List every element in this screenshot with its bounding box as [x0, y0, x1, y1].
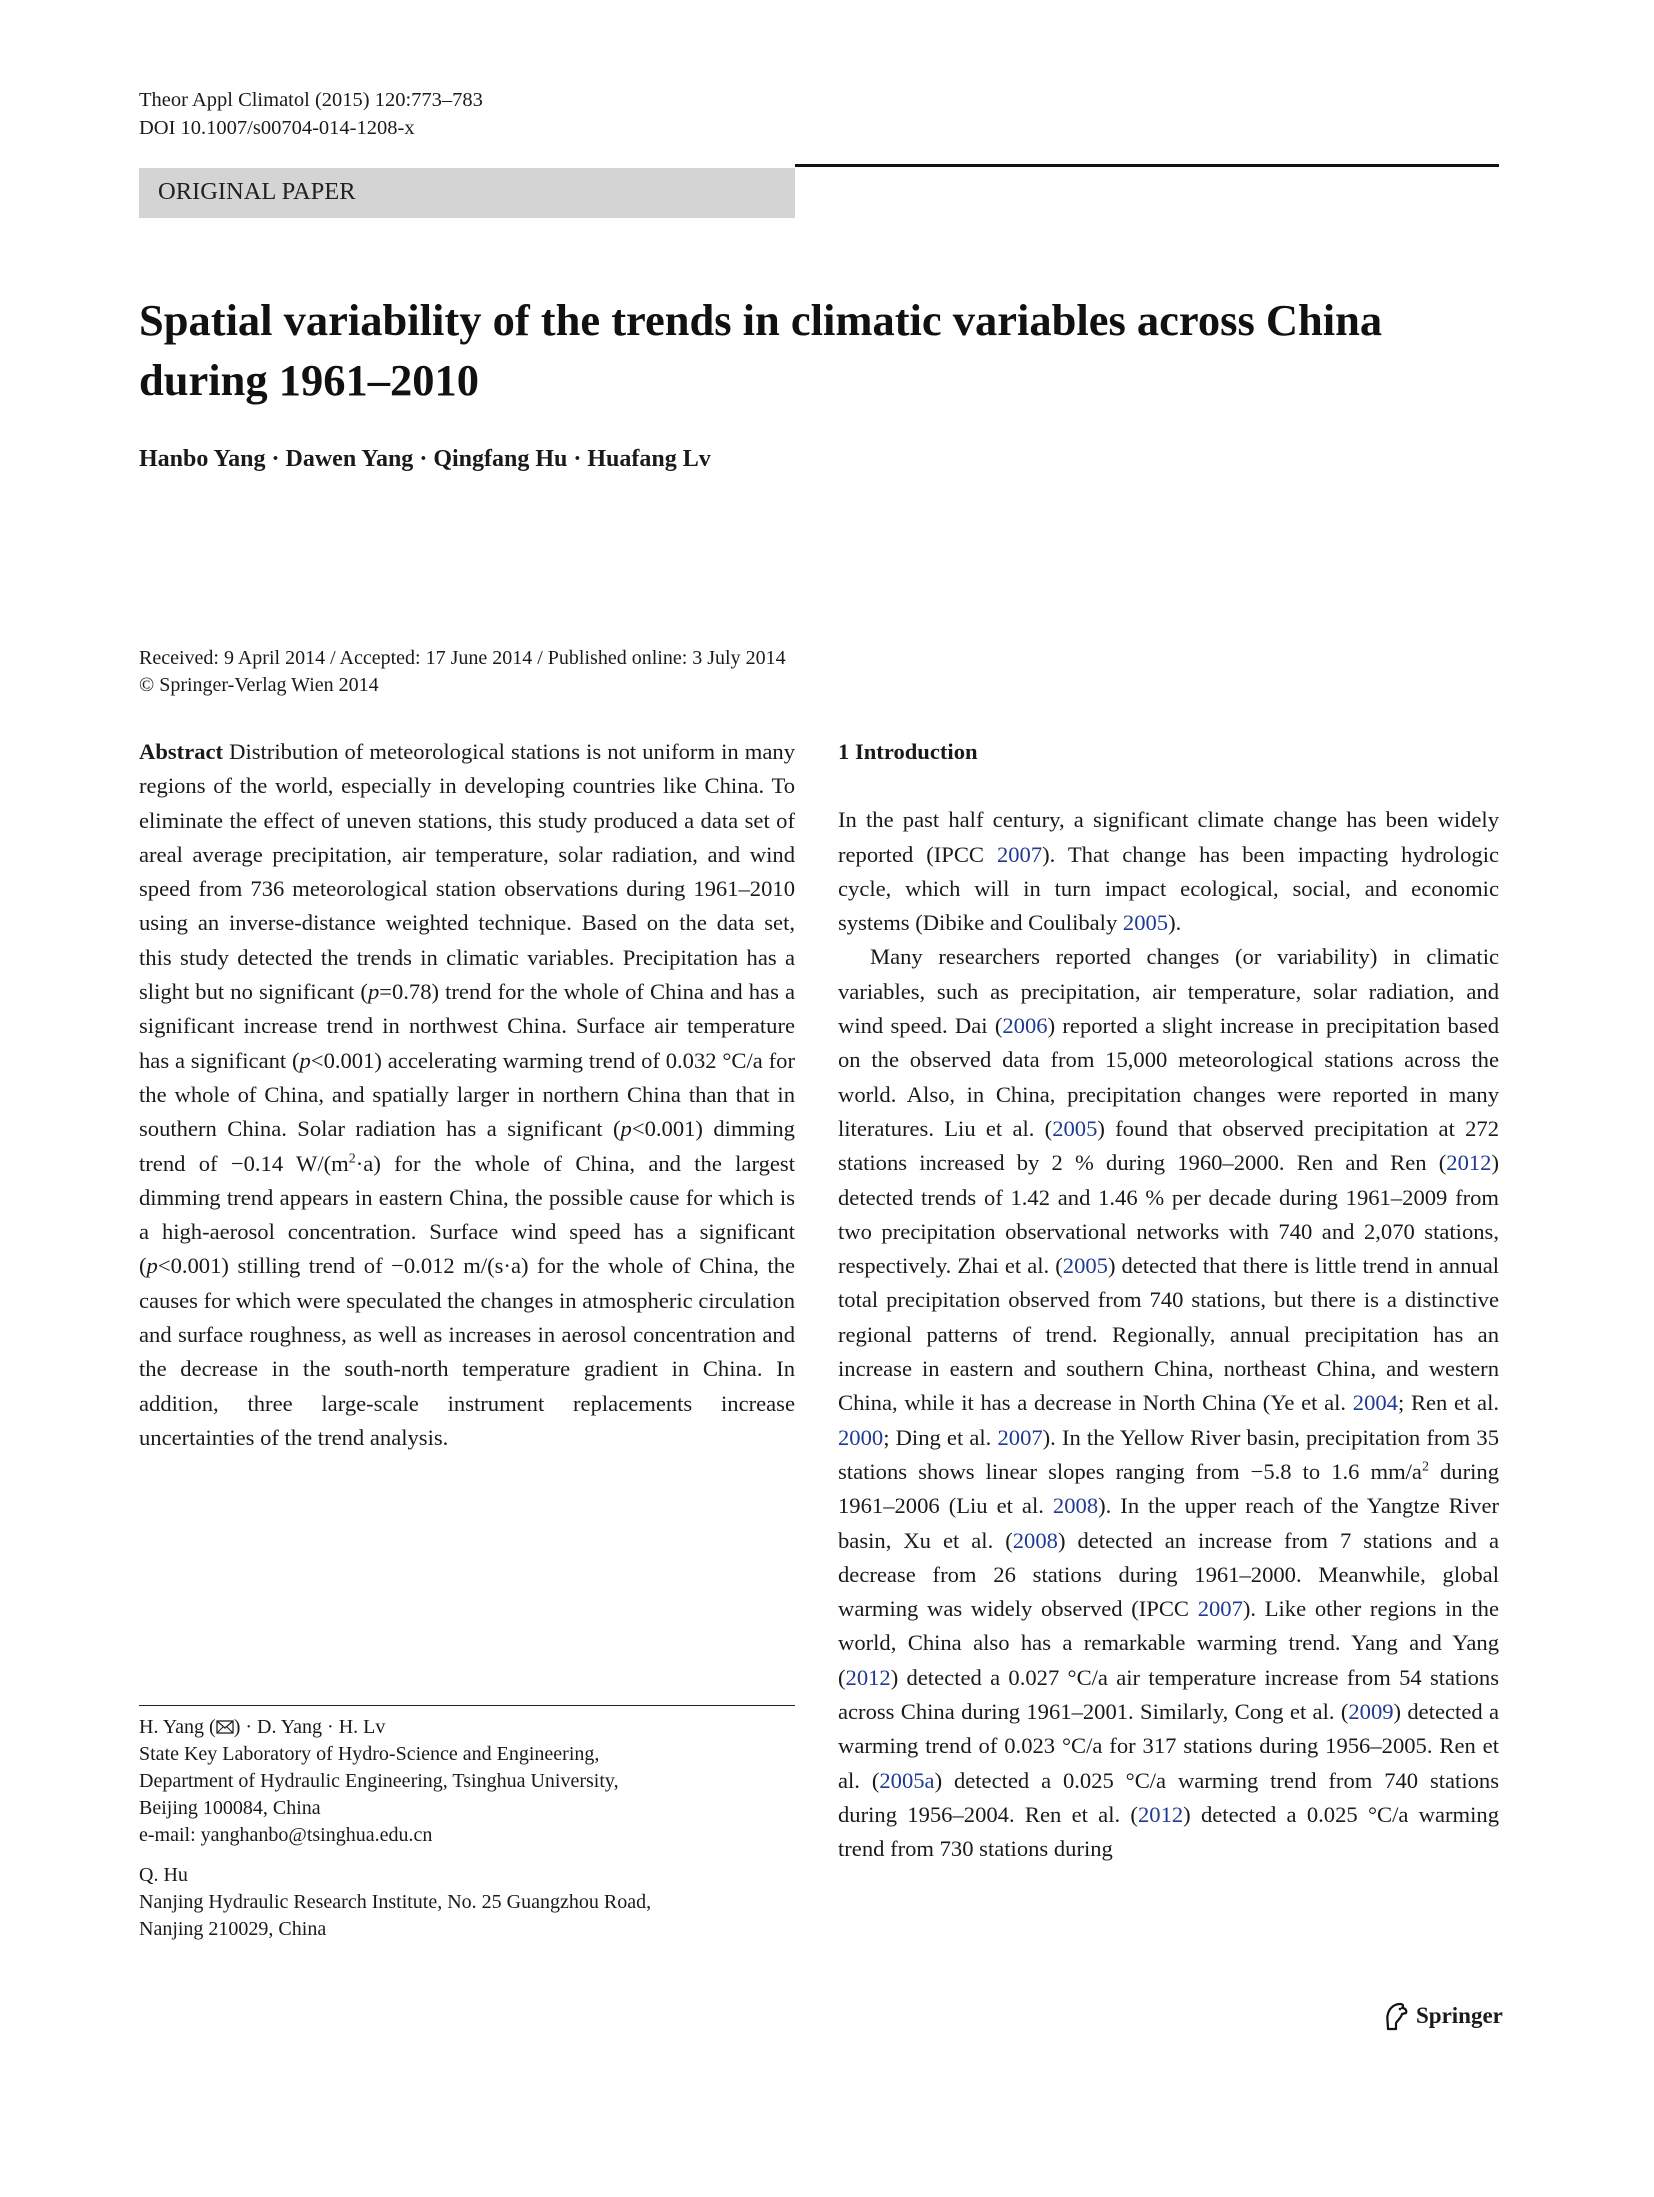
citation-link[interactable]: 2005 [1122, 910, 1169, 936]
article-type: ORIGINAL PAPER [158, 178, 356, 205]
intro-text: during 1961–2006 (Liu et al. [838, 1458, 1499, 1519]
citation-link[interactable]: 2005 [1062, 1253, 1108, 1279]
copyright-notice: © Springer-Verlag Wien 2014 [139, 674, 379, 696]
intro-text: ) detected that there is little trend in annual total precipitation observed from 740 stations, but there is a distinctive regional patterns of trend. Regionally, annual precipitation has an increase in eastern and southern China, northeast China, and western China, while it has a decrease in North China (Ye et al. [838, 1253, 1499, 1416]
affiliation-line: Nanjing Hydraulic Research Institute, No. 25 Guangzhou Road, [139, 1891, 652, 1913]
abstract-paragraph: Abstract Distribution of meteorological stations is not uniform in many regions of the world, especially in developing countries like China. To eliminate the effect of uneven stations, this study produced a data set of areal average precipitation, air temperature, solar radiation, and wind speed from 736 meteorological station observations during 1961–2010 using an inverse-distance weighted technique. Based on the data set, this study detected the trends in climatic variables. Precipitation has a slight but no significant (p=0.78) trend for the whole of China and has a significant increase trend in northwest China. Surface air temperature has a significant (p<0.001) accelerating warming trend of 0.032 °C/a for the whole of China, and spatially larger in northern China than that in southern China. Solar radiation has a significant (p<0.001) dimming trend of −0.14 $W/(m^2\cdot a)$ for the whole of China, and the largest dimming trend appears in eastern China, the possible cause for which is a high-aerosol concentration. Surface wind speed has a significant (p<0.001) stilling trend of −0.012 m/(s·a) for the whole of China, the causes for which were speculated the changes in atmospheric circulation and surface roughness, as well as increases in aerosol concentration and the decrease in the south-north temperature gradient in China. In addition, three large-scale instrument replacements increase uncertainties of the trend analysis. [139, 739, 795, 1450]
citation-link[interactable]: 2006 [1002, 1013, 1048, 1039]
superscript: 2 [1421, 1459, 1429, 1475]
citation-link[interactable]: 2012 [845, 1664, 891, 1690]
author-name: Qingfang Hu [433, 446, 568, 472]
intro-text: ). That change has been impacting hydrologic cycle, which will in turn impact ecological, social, and economic systems (Dibike and Coulibaly [838, 841, 1499, 936]
author-name: Hanbo Yang [139, 446, 266, 472]
intro-text: Many researchers reported changes (or variability) in climatic variables, such as precipitation, air temperature, solar radiation, and wind speed. Dai ( [838, 944, 1499, 1039]
affiliation-line: Beijing 100084, China [139, 1797, 321, 1819]
author-name: Dawen Yang [285, 446, 414, 472]
citation-link[interactable]: 2004 [1352, 1390, 1398, 1416]
paper-title: Spatial variability of the trends in climatic variables across China during 1961–2010 [139, 295, 1383, 405]
author-list [139, 443, 711, 475]
affiliation-line: State Key Laboratory of Hydro-Science and Engineering, [139, 1743, 600, 1765]
journal-citation: Theor Appl Climatol (2015) 120:773–783 [139, 89, 483, 111]
author-separator: · [419, 446, 428, 472]
citation-link[interactable]: 2005a [879, 1767, 935, 1793]
intro-text: ). [1168, 910, 1182, 936]
journal-doi: DOI 10.1007/s00704-014-1208-x [139, 117, 415, 139]
intro-paragraph [838, 803, 1499, 940]
intro-text: ). In the Yellow River basin, precipitation from 35 stations shows linear slopes ranging from −5.8 to 1.6 mm/a [838, 1424, 1499, 1484]
citation-link[interactable]: 2007 [1197, 1596, 1243, 1622]
citation-link[interactable]: 2012 [1446, 1150, 1492, 1176]
envelope-icon [216, 1720, 234, 1734]
affiliation-rule [139, 1705, 795, 1706]
header-rule [795, 164, 1499, 167]
author-separator: · [271, 446, 280, 472]
citation-link[interactable]: 2008 [1012, 1527, 1058, 1553]
citation-link[interactable]: 2008 [1052, 1493, 1099, 1519]
citation-link[interactable]: 2012 [1137, 1801, 1184, 1827]
intro-text: ) detected trends of 1.42 and 1.46 % per decade during 1961–2009 from two precipitation observational networks with 740 and 2,070 stations, respectively. Zhai et al. ( [838, 1150, 1499, 1279]
affiliation-line: Department of Hydraulic Engineering, Tsinghua University, [139, 1770, 619, 1792]
intro-text: ; Ding et al. [883, 1424, 998, 1450]
journal-meta [139, 86, 483, 142]
springer-horse-icon [1382, 2001, 1410, 2031]
author-separator: · [573, 446, 582, 472]
intro-text: In the past half century, a significant climate change has been widely reported (IPCC [838, 807, 1499, 867]
intro-paragraph [838, 940, 1499, 1866]
affiliation-names: Q. Hu [139, 1864, 188, 1886]
section-heading: 1 Introduction [838, 739, 978, 764]
intro-text: ; Ren et al. [1397, 1390, 1499, 1416]
citation-link[interactable]: 2005 [1052, 1115, 1098, 1141]
intro-text: ) reported a slight increase in precipitation based on the observed data from 15,000 meteorological stations across the world. Also, in China, precipitation changes were reported in many literatures. Liu et al. ( [838, 1013, 1499, 1141]
introduction-column [838, 735, 1499, 1867]
intro-text: ) detected a 0.025 °C/a warming trend from 740 stations during 1956–2004. Ren et al. ( [838, 1767, 1499, 1827]
publication-dates: Received: 9 April 2014 / Accepted: 17 June 2014 / Published online: 3 July 2014 [139, 647, 786, 669]
intro-text: ) detected a 0.027 °C/a air temperature increase from 54 stations across China during 1961–2001. Similarly, Cong et al. ( [838, 1664, 1499, 1725]
intro-text: ) detected a warming trend of 0.023 °C/a for 317 stations during 1956–2005. Ren et al. ( [838, 1699, 1499, 1793]
publisher-logo [1382, 2001, 1503, 2031]
affiliation-names: H. Yang ( ) · D. Yang · H. Lv [139, 1716, 386, 1738]
affiliation-block [139, 1714, 839, 1849]
publisher-name: Springer [1416, 2003, 1503, 2028]
intro-text: ). In the upper reach of the Yangtze River basin, Xu et al. ( [838, 1493, 1499, 1553]
intro-text: ) detected an increase from 7 stations and a decrease from 26 stations during 1961–2000. Meanwhile, global warming was widely observed (IPCC [838, 1527, 1499, 1622]
affiliation-block [139, 1862, 839, 1943]
affiliation-email[interactable]: e-mail: yanghanbo@tsinghua.edu.cn [139, 1824, 433, 1846]
citation-link[interactable]: 2000 [838, 1424, 884, 1450]
author-name: Huafang Lv [587, 446, 711, 472]
abstract-label: Abstract [139, 739, 224, 764]
intro-text: ). Like other regions in the world, China also has a remarkable warming trend. Yang and Yang ( [838, 1596, 1499, 1690]
intro-text: ) found that observed precipitation at 272 stations increased by 2 % during 1960–2000. Ren and Ren ( [838, 1115, 1499, 1176]
citation-link[interactable]: 2007 [997, 1424, 1043, 1450]
citation-link[interactable]: 2007 [996, 841, 1043, 867]
abstract-column [139, 735, 795, 1455]
citation-link[interactable]: 2009 [1348, 1699, 1394, 1725]
affiliation-line: Nanjing 210029, China [139, 1918, 327, 1940]
intro-text: ) detected a 0.025 °C/a warming trend from 730 stations during [838, 1801, 1499, 1862]
